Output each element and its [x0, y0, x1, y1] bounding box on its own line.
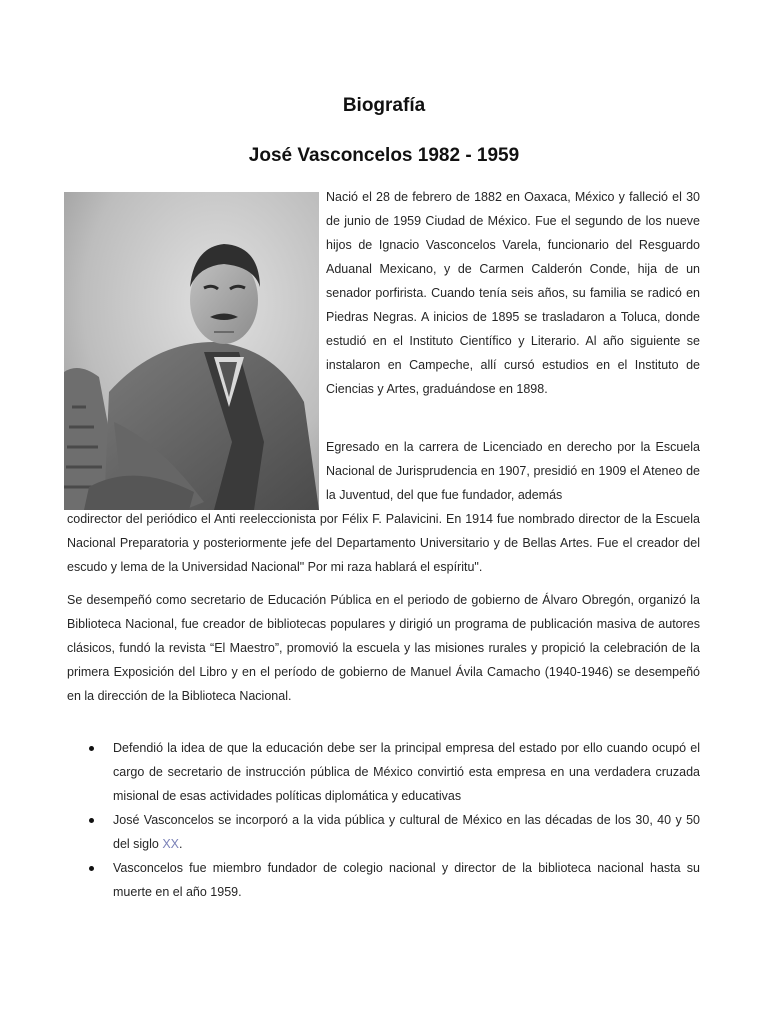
- bullet-text-after: .: [179, 837, 183, 851]
- paragraph-2-part-2: codirector del periódico el Anti reeleccionista por Félix F. Palavicini. En 1914 fue nombrado director de la Escuela Nacional Preparatoria y posteriormente jefe del Departamento Universitario y de Bellas Artes. Fue el creador del escudo y lema de la Universidad Nacional" Por mi raza hablará el espíritu".: [67, 512, 700, 574]
- bullet-text-before: José Vasconcelos se incorporó a la vida pública y cultural de México en las décadas de los 30, 40 y 50 del siglo: [113, 813, 700, 851]
- bullet-dot-icon: [89, 746, 94, 751]
- bullet-item: [67, 808, 700, 856]
- paragraph-1: Nació el 28 de febrero de 1882 en Oaxaca, México y falleció el 30 de junio de 1959 Ciudad de México. Fue el segundo de los nueve hijos de Ignacio Vasconcelos Varela, funcionario del Resguardo Aduanal Mexicano, y de Carmen Calderón Conde, hija de un senador porfirista. Cuando tenía seis años, su familia se radicó en Piedras Negras. A inicios de 1895 se trasladaron a Toluca, donde estudió en el Instituto Científico y Literario. Al año siguiente se instalaron en Campeche, allí cursó estudios en el Instituto de Ciencias y Artes, graduándose en 1898.: [326, 190, 700, 396]
- bullet-list: [67, 736, 700, 904]
- page-title: Biografía: [342, 95, 426, 116]
- portrait-photo: [64, 192, 319, 510]
- bullet-dot-icon: [89, 866, 94, 871]
- paragraph-2-part-1: Egresado en la carrera de Licenciado en derecho por la Escuela Nacional de Jurisprudencia en 1907, presidió en 1909 el Ateneo de la Juventud, del que fue fundador, además: [326, 440, 700, 502]
- bullet-item: [67, 856, 700, 904]
- bullet-dot-icon: [89, 818, 94, 823]
- page-subtitle: José Vasconcelos 1982 - 1959: [248, 145, 520, 166]
- bullet-item: [67, 736, 700, 808]
- paragraph-3: Se desempeñó como secretario de Educación Pública en el periodo de gobierno de Álvaro Obregón, organizó la Biblioteca Nacional, fue creador de bibliotecas populares y dirigió un programa de publicación masiva de autores clásicos, fundó la revista “El Maestro”, promovió la escuela y las misiones rurales y propició la celebración de la primera Exposición del Libro y en el período de gobierno de Manuel Ávila Camacho (1940-1946) se desempeñó en la dirección de la Biblioteca Nacional.: [67, 593, 700, 703]
- bullet-highlight-text: XX: [162, 837, 180, 851]
- bullet-text: Vasconcelos fue miembro fundador de colegio nacional y director de la biblioteca nacional hasta su muerte en el año 1959.: [113, 861, 700, 899]
- bullet-text: Defendió la idea de que la educación debe ser la principal empresa del estado por ello cuando ocupó el cargo de secretario de instrucción pública de México convirtió esta empresa en una verdadera cruzada misional de esas actividades políticas diplomática y educativas: [113, 741, 700, 803]
